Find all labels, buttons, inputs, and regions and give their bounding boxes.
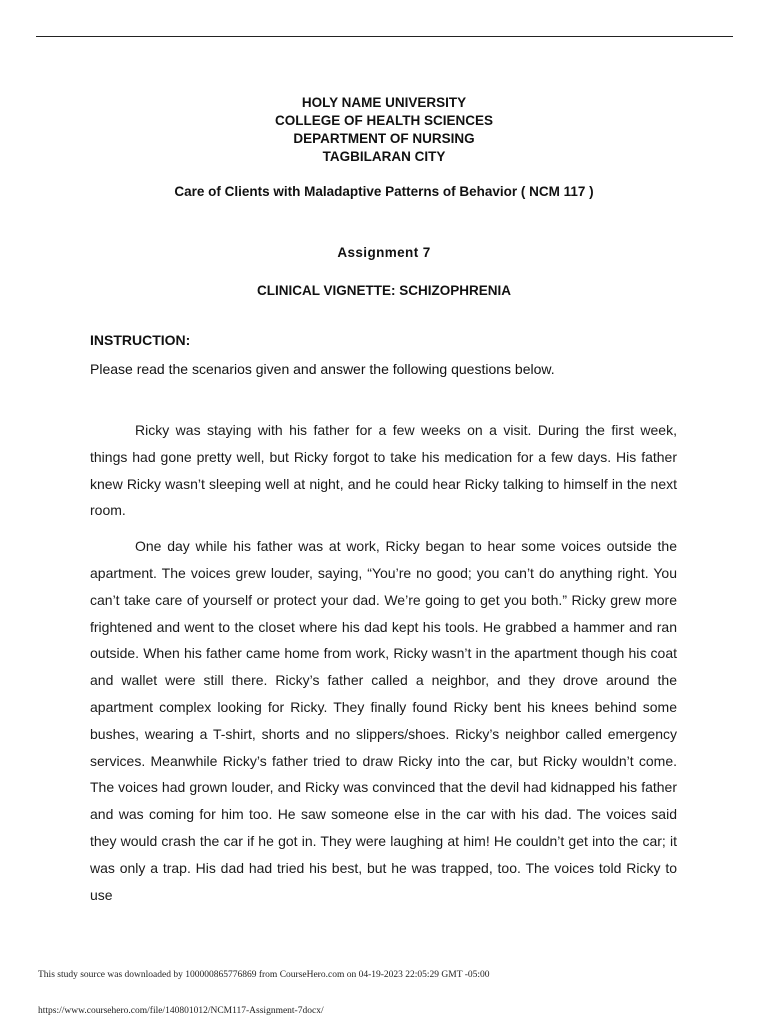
- college-name: COLLEGE OF HEALTH SCIENCES: [274, 113, 493, 128]
- download-note: This study source was downloaded by 100000865776869 from CourseHero.com on 04-19-2023 22:05:29 GMT -05:00: [38, 970, 490, 980]
- assignment-title: Assignment 7: [337, 245, 431, 260]
- scenario-body: [90, 417, 677, 917]
- instruction-heading: INSTRUCTION:: [90, 332, 191, 348]
- university-name: HOLY NAME UNIVERSITY: [301, 95, 467, 110]
- document-header: [0, 94, 768, 166]
- top-divider: [36, 36, 733, 37]
- course-title: Care of Clients with Maladaptive Patterns of Behavior ( NCM 117 ): [174, 184, 594, 199]
- instruction-text: Please read the scenarios given and answer the following questions below.: [90, 361, 555, 377]
- department-name: DEPARTMENT OF NURSING: [293, 131, 475, 146]
- city-name: TAGBILARAN CITY: [322, 149, 446, 164]
- source-url[interactable]: https://www.coursehero.com/file/140801012/NCM117-Assignment-7docx/: [38, 1006, 324, 1016]
- vignette-title: CLINICAL VIGNETTE: SCHIZOPHRENIA: [256, 283, 511, 298]
- scenario-paragraph-2: One day while his father was at work, Ricky began to hear some voices outside the apartment. The voices grew louder, saying, “You’re no good; you can’t do anything right. You can’t take care of yourself or protect your dad. We’re going to get you both.” Ricky grew more frightened and went to the closet where his dad kept his tools. He grabbed a hammer and ran outside. When his father came home from work, Ricky wasn’t in the apartment though his coat and wallet were still there. Ricky’s father called a neighbor, and they drove around the apartment complex looking for Ricky. They finally found Ricky bent his knees behind some bushes, wearing a T-shirt, shorts and no slippers/shoes. Ricky’s neighbor called emergency services. Meanwhile Ricky’s father tried to draw Ricky into the car, but Ricky wouldn’t come. The voices had grown louder, and Ricky was convinced that the devil had kidnapped his father and was coming for him too. He saw someone else in the car with his dad. The voices said they would crash the car if he got in. They were laughing at him! He couldn’t get into the car; it was only a trap. His dad had tried his best, but he was trapped, too. The voices told Ricky to use: [90, 538, 677, 903]
- scenario-paragraph-1: Ricky was staying with his father for a few weeks on a visit. During the first week, things had gone pretty well, but Ricky forgot to take his medication for a few days. His father knew Ricky wasn’t sleeping well at night, and he could hear Ricky talking to himself in the next room.: [90, 422, 677, 519]
